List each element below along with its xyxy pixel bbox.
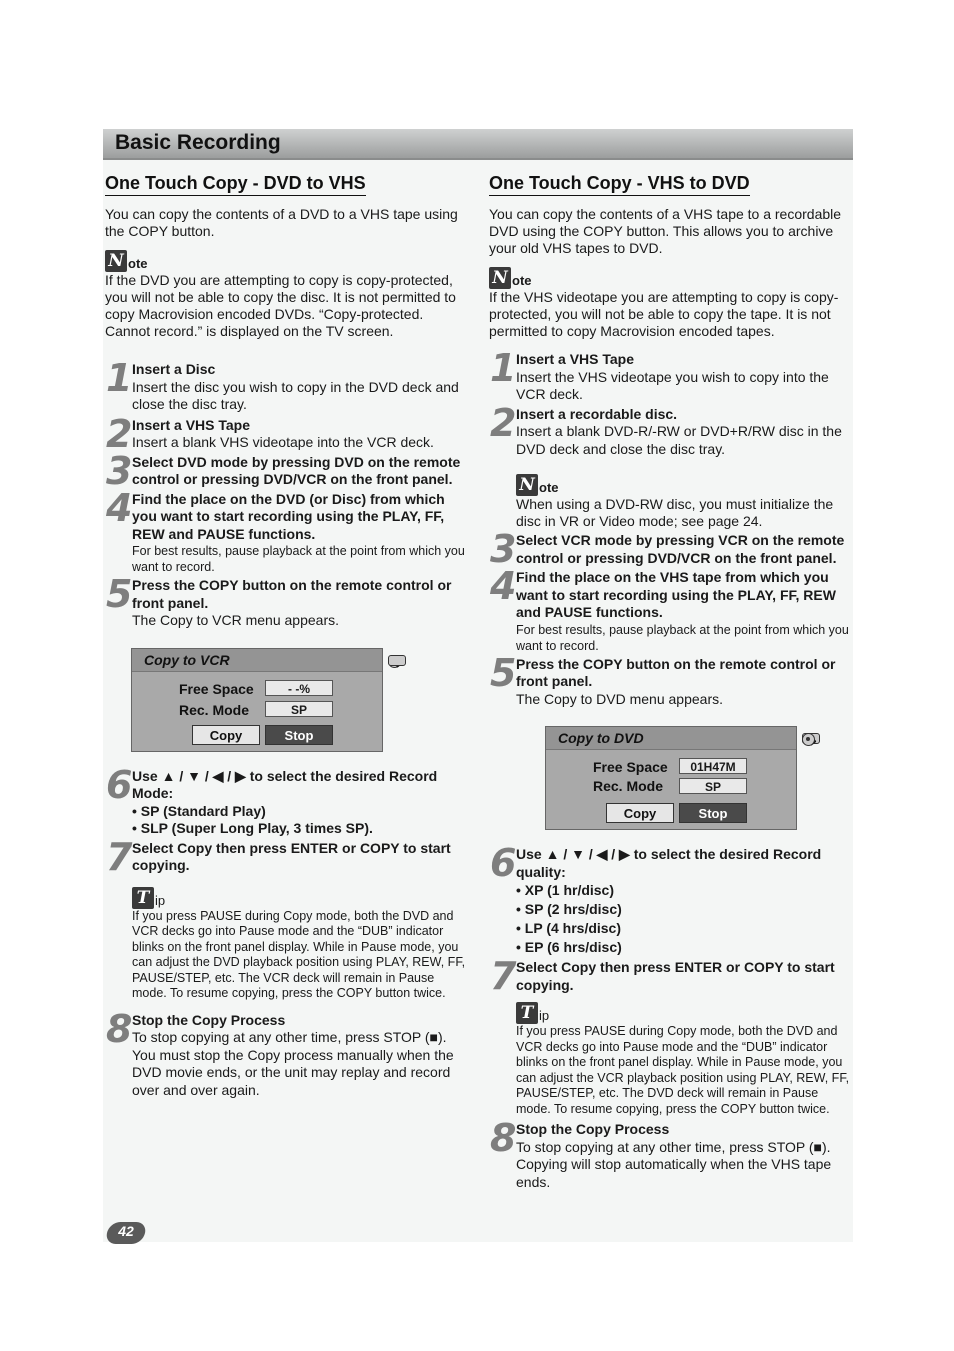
- step-number: 7: [106, 834, 133, 879]
- note-text: If the VHS videotape you are attempting to copy is copy-protected, you will not be able to copy the tape. It is not permitted to copy Macrovision encoded tapes.: [489, 289, 839, 339]
- step-1: [105, 356, 467, 414]
- step-number: 7: [490, 954, 517, 998]
- tip-label: ip: [155, 892, 166, 908]
- step-number: 6: [106, 762, 133, 807]
- bullet-item: • EP (6 hrs/disc): [516, 939, 622, 955]
- step-8: [489, 1116, 851, 1191]
- step-number: 3: [106, 448, 133, 493]
- note-label: ote: [128, 256, 148, 271]
- menu-title: Copy to VCR: [144, 651, 230, 668]
- intro-text: You can copy the contents of a VHS tape to a recordable DVD using the COPY button. This allows you to archive your old VHS tapes to DVD.: [489, 206, 842, 256]
- step-3: [489, 527, 851, 571]
- step-6: [489, 841, 851, 957]
- step-8: [105, 1006, 467, 1100]
- step-title: Insert a recordable disc.: [516, 405, 678, 422]
- step-title: Find the place on the DVD (or Disc) from which you want to start recording using the PLAY, FF, REW and PAUSE functions.: [132, 490, 445, 542]
- tip-heading: [132, 887, 467, 909]
- step-number: 1: [490, 346, 517, 390]
- intro-text: You can copy the contents of a DVD to a VHS tape using the COPY button.: [105, 206, 458, 239]
- step-title: Select DVD mode by pressing DVD on the remote control or pressing DVD/VCR on the front panel.: [132, 453, 461, 487]
- step-title: Insert a VHS Tape: [516, 351, 635, 367]
- tip-text: If you press PAUSE during Copy mode, both the DVD and VCR decks go into Pause mode and the “DUB” indicator blinks on the front panel display. While in Pause mode, you can adjust the VCR playback position using PLAY, REW, FF, PAUSE/STEP, etc. The DVD deck will remain in Pause mode. To resume copying, press the COPY button twice.: [516, 1024, 850, 1116]
- tip-heading: [516, 1002, 851, 1024]
- bullet-item: • SP (2 hrs/disc): [516, 901, 622, 917]
- rec-mode-value[interactable]: SP: [265, 701, 333, 717]
- step-hint: For best results, pause playback at the point from which you want to record.: [132, 544, 465, 574]
- step-hint: For best results, pause playback at the point from which you want to record.: [516, 622, 849, 653]
- note-heading: [105, 250, 467, 272]
- step-number: 4: [106, 485, 133, 530]
- step-title: Select Copy then press ENTER or COPY to start copying.: [132, 839, 451, 873]
- step-number: 8: [490, 1116, 517, 1160]
- step-description: To stop copying at any other time, press STOP (■). You must stop the Copy process manually when the DVD movie ends, or the unit may replay and record over and over again.: [132, 1029, 454, 1098]
- step-description: The Copy to DVD menu appears.: [516, 690, 723, 707]
- note-text: When using a DVD-RW disc, you must initialize the disc in VR or Video mode; see page 24.: [516, 496, 834, 529]
- page-number: 42: [118, 1223, 134, 1239]
- page-title: Basic Recording: [115, 131, 281, 154]
- free-space-value: 01H47M: [679, 758, 747, 774]
- step-title: Stop the Copy Process: [132, 1011, 286, 1028]
- bullet-item: • XP (1 hr/disc): [516, 882, 615, 898]
- step-2: [489, 400, 851, 531]
- copy-button[interactable]: Copy: [606, 803, 674, 823]
- step-number: 8: [106, 1006, 133, 1051]
- bullet-item: • SLP (Super Long Play, 3 times SP).: [132, 820, 373, 836]
- rec-mode-value[interactable]: SP: [679, 778, 747, 794]
- step-number: 2: [106, 411, 133, 456]
- copy-button[interactable]: Copy: [192, 725, 260, 745]
- tip-icon: T: [516, 1002, 538, 1024]
- right-column: [489, 170, 851, 1191]
- step-description: Insert the VHS videotape you wish to copy into the VCR deck.: [516, 368, 829, 402]
- step-title: Select VCR mode by pressing VCR on the remote control or pressing DVD/VCR on the front panel.: [516, 532, 845, 566]
- left-column: [105, 170, 467, 1099]
- step-number: 4: [490, 564, 517, 608]
- note-label: ote: [539, 480, 559, 495]
- step-7: [489, 954, 851, 1117]
- section-header: [103, 129, 853, 160]
- tape-icon: [388, 655, 406, 666]
- step-number: 5: [106, 572, 133, 616]
- free-space-value: - -%: [265, 680, 333, 696]
- section-title-dvd-to-vhs: One Touch Copy - DVD to VHS: [105, 173, 366, 196]
- note-text: If the DVD you are attempting to copy is copy-protected, you will not be able to copy the disc. It is not permitted to copy Macrovision encoded DVDs. “Copy-protected. Cannot record.” is displayed on the TV screen.: [105, 272, 456, 339]
- bullet-item: • SP (Standard Play): [132, 802, 266, 819]
- step-description: The Copy to VCR menu appears.: [132, 612, 339, 628]
- step-title: Press the COPY button on the remote control or front panel.: [516, 655, 836, 689]
- note-heading: [516, 474, 851, 496]
- bullet-item: • LP (4 hrs/disc): [516, 920, 622, 936]
- note-icon: N: [105, 250, 127, 272]
- stop-button[interactable]: Stop: [679, 803, 747, 823]
- step-4: [489, 564, 851, 654]
- step-number: 5: [490, 650, 517, 695]
- note-heading: [489, 267, 851, 289]
- step-5: [105, 572, 467, 630]
- note-icon: N: [516, 474, 538, 496]
- step-title: Find the place on the VHS tape from which you want to start recording using the PLAY, FF, REW and PAUSE functions.: [516, 569, 836, 620]
- step-description: Insert a blank VHS videotape into the VCR deck.: [132, 434, 434, 450]
- free-space-label: Free Space: [179, 680, 254, 697]
- tip-icon: T: [132, 887, 154, 909]
- copy-to-dvd-menu: [545, 726, 797, 830]
- copy-to-vcr-menu: [131, 648, 383, 752]
- tip-label: ip: [539, 1008, 550, 1023]
- menu-title-bar: [546, 727, 796, 750]
- step-description: Insert the disc you wish to copy in the DVD deck and close the disc tray.: [132, 378, 459, 412]
- step-number: 2: [490, 400, 517, 445]
- step-title: Insert a VHS Tape: [132, 416, 251, 433]
- menu-title-bar: [132, 649, 382, 672]
- step-4: [105, 485, 467, 576]
- step-number: 3: [490, 527, 517, 571]
- step-title: Use ▲ / ▼ / ◀ / ▶ to select the desired Record quality:: [516, 846, 822, 880]
- step-1: [489, 346, 851, 404]
- step-title: Press the COPY button on the remote control or front panel.: [132, 577, 452, 611]
- tip-text: If you press PAUSE during Copy mode, both the DVD and VCR decks go into Pause mode and the “DUB” indicator blinks on the front panel display. While in Pause mode, you can adjust the DVD playback position using PLAY, REW, FF, PAUSE/STEP, etc. The VCR deck will remain in Pause mode. To resume copying, press the COPY button twice.: [132, 908, 466, 1000]
- step-5: [489, 650, 851, 709]
- rec-mode-label: Rec. Mode: [179, 701, 250, 718]
- note-icon: N: [489, 267, 511, 289]
- step-description: To stop copying at any other time, press STOP (■). Copying will stop automatically when the VHS tape ends.: [516, 1138, 832, 1190]
- section-title-vhs-to-dvd: One Touch Copy - VHS to DVD: [489, 173, 750, 196]
- step-number: 1: [106, 356, 133, 400]
- step-7: [105, 834, 467, 1002]
- step-2: [105, 411, 467, 456]
- step-6: [105, 762, 467, 838]
- menu-title: Copy to DVD: [558, 730, 644, 746]
- step-description: Insert a blank DVD-R/-RW or DVD+R/RW disc in the DVD deck and close the disc tray.: [516, 423, 842, 457]
- step-title: Select Copy then press ENTER or COPY to start copying.: [516, 959, 835, 993]
- stop-button[interactable]: Stop: [265, 725, 333, 745]
- step-title: Stop the Copy Process: [516, 1121, 670, 1137]
- step-3: [105, 448, 467, 493]
- note-label: ote: [512, 273, 532, 288]
- step-title: Use ▲ / ▼ / ◀ / ▶ to select the desired Record Mode:: [132, 767, 438, 801]
- free-space-label: Free Space: [593, 759, 668, 775]
- step-title: Insert a Disc: [132, 361, 216, 377]
- rec-mode-label: Rec. Mode: [593, 778, 664, 794]
- disc-icon: [802, 733, 815, 746]
- step-number: 6: [490, 841, 517, 885]
